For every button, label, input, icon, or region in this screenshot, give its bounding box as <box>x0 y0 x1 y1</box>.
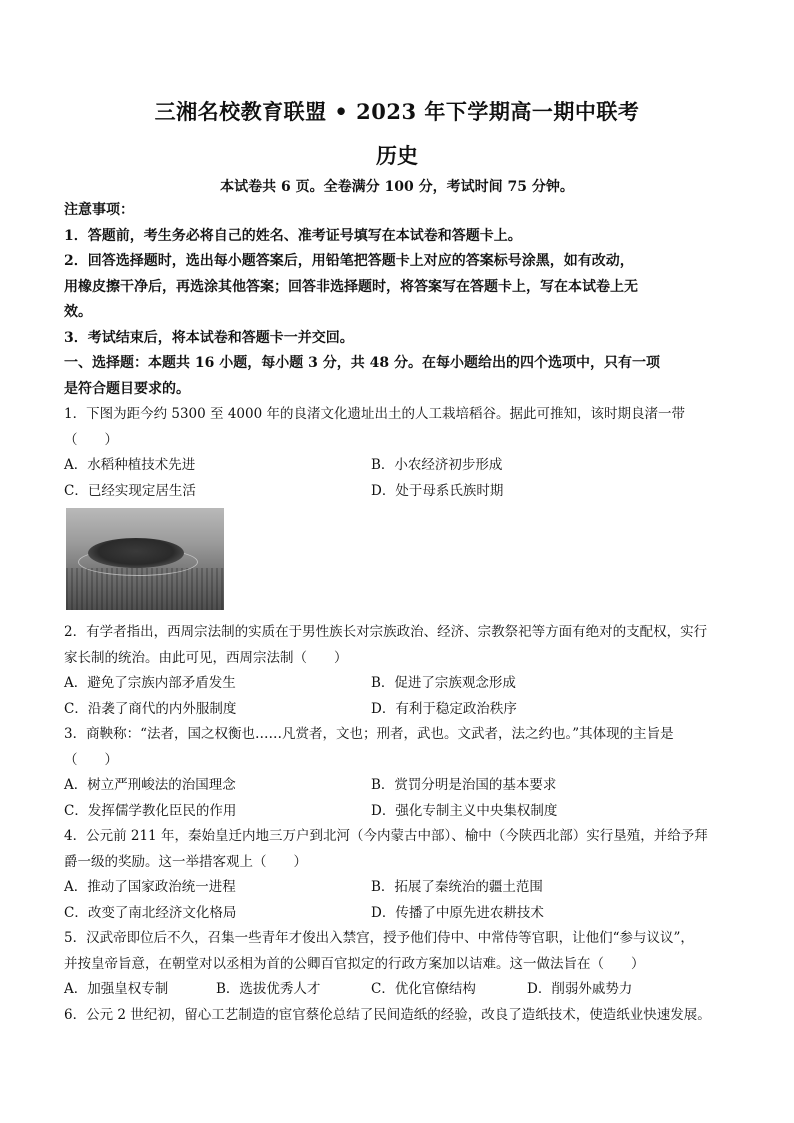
options-row <box>64 977 730 1003</box>
option-a: A．水稻种植技术先进 <box>64 457 196 473</box>
question-stem: 并按皇帝旨意，在朝堂对以丞相为首的公卿百官拟定的行政方案加以诘难。这一做法旨在（ ） <box>64 955 645 972</box>
answer-blank: （ ） <box>64 431 118 448</box>
question-6 <box>64 1003 730 1029</box>
option-c: C．已经实现定居生活 <box>64 482 196 499</box>
option-c: C．发挥儒学教化臣民的作用 <box>64 802 237 819</box>
option-d: D．处于母系氏族时期 <box>371 482 504 499</box>
option-b: B．促进了宗族观念形成 <box>371 675 516 691</box>
question-stem: 爵一级的奖励。这一举措客观上（ ） <box>64 853 307 870</box>
options-row <box>64 875 730 901</box>
option-d: D．强化专制主义中央集权制度 <box>371 802 558 819</box>
question-stem: 2．有学者指出，西周宗法制的实质在于男性族长对宗族政治、经济、宗教祭祀等方面有绝对的支配权，实行 <box>64 624 708 640</box>
option-b: B．选拔优秀人才 <box>216 981 321 997</box>
note-line: 2．回答选择题时，选出每小题答案后，用铅笔把答题卡上对应的答案标号涂黑，如有改动， <box>64 253 634 269</box>
option-b: B．小农经济初步形成 <box>371 457 503 473</box>
question-stem: 5．汉武帝即位后不久，召集一些青年才俊出入禁宫，授予他们侍中、中常侍等官职，让他们“参与议议”， <box>64 930 694 946</box>
option-d: D．有利于稳定政治秩序 <box>371 700 517 717</box>
option-a: A．避免了宗族内部矛盾发生 <box>64 675 236 691</box>
question-2 <box>64 620 730 722</box>
question-stem: 家长制的统治。由此可见，西周宗法制（ ） <box>64 649 348 666</box>
option-a: A．树立严刑峻法的治国理念 <box>64 777 236 793</box>
rice-grain-photo <box>66 508 224 610</box>
option-c: C．改变了南北经济文化格局 <box>64 904 237 921</box>
option-b: B．拓展了秦统治的疆土范围 <box>371 879 543 895</box>
question-3 <box>64 722 730 824</box>
options-row <box>64 479 730 505</box>
question-stem: 3．商鞅称：“法者，国之权衡也……凡赏者，文也；刑者，武也。文武者，法之约也。”其体现的主旨是 <box>64 726 674 742</box>
note-line: 1．答题前，考生务必将自己的姓名、准考证号填写在本试卷和答题卡上。 <box>64 227 522 244</box>
options-row <box>64 901 730 927</box>
note-line: 用橡皮擦干净后，再选涂其他答案；回答非选择题时，将答案写在答题卡上，写在本试卷上无 <box>64 278 638 295</box>
options-row <box>64 773 730 799</box>
exam-info: 本试卷共 6 页。全卷满分 100 分，考试时间 75 分钟。 <box>220 179 574 195</box>
options-row <box>64 453 730 479</box>
option-c: C．优化官僚结构 <box>371 981 476 997</box>
question-stem: 1．下图为距今约 5300 至 4000 年的良渚文化遗址出土的人工栽培稻谷。据此可推知，该时期良渚一带 <box>64 406 685 422</box>
option-a: A．推动了国家政治统一进程 <box>64 879 236 895</box>
note-line: 3．考试结束后，将本试卷和答题卡一并交回。 <box>64 329 354 346</box>
options-row <box>64 671 730 697</box>
note-line: 效。 <box>64 304 92 320</box>
question-stem: 4．公元前 211 年，秦始皇迁内地三万户到北河（今内蒙古中部）、榆中（今陕西北部）实行垦殖，并给予拜 <box>64 828 708 844</box>
answer-blank: （ ） <box>64 751 118 768</box>
exam-subject: 历史 <box>376 143 418 168</box>
exam-title: 三湘名校教育联盟 • 2023 年下学期高一期中联考 <box>154 99 640 124</box>
option-a: A．加强皇权专制 <box>64 981 169 997</box>
question-4 <box>64 824 730 926</box>
question-stem: 6．公元 2 世纪初，留心工艺制造的宦官蔡伦总结了民间造纸的经验，改良了造纸技术，使造纸业快速发展。 <box>64 1006 711 1023</box>
options-row <box>64 697 730 723</box>
option-d: D．传播了中原先进农耕技术 <box>371 904 544 921</box>
exam-body <box>64 198 730 1028</box>
question-1 <box>64 402 730 610</box>
options-row <box>64 799 730 825</box>
section-heading: 一、选择题：本题共 16 小题，每小题 3 分，共 48 分。在每小题给出的四个选项中，只有一项 <box>64 355 660 371</box>
notes-heading: 注意事项： <box>64 202 134 218</box>
question-5 <box>64 926 730 1003</box>
option-b: B．赏罚分明是治国的基本要求 <box>371 777 557 793</box>
option-c: C．沿袭了商代的内外服制度 <box>64 700 237 717</box>
section-heading: 是符合题目要求的。 <box>64 380 190 397</box>
option-d: D．削弱外戚势力 <box>527 981 633 997</box>
